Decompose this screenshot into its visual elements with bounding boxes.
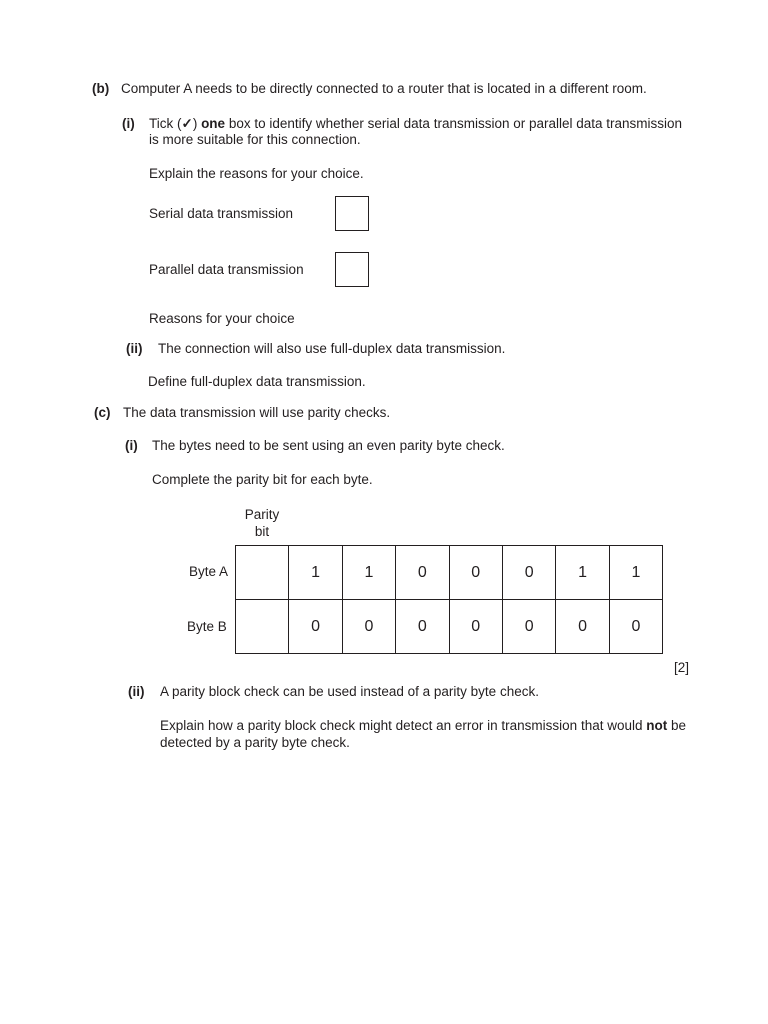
part-b-i-line1-pre: Tick ( [149, 116, 182, 131]
parity-table [235, 545, 663, 654]
tick-mark-icon: ✓ [181, 116, 193, 131]
byte-a-bit: 1 [556, 546, 609, 600]
part-c-ii-explain-pre: Explain how a parity block check might detect an error in transmission that would [160, 718, 647, 733]
part-b-i-line2: is more suitable for this connection. [149, 132, 361, 147]
byte-a-bit: 1 [609, 546, 662, 600]
serial-option-label: Serial data transmission [149, 206, 294, 221]
serial-tick-box[interactable] [335, 196, 369, 231]
part-b-ii-text: The connection will also use full-duplex data transmission. [158, 341, 506, 356]
byte-b-bit: 0 [609, 600, 662, 654]
part-c-ii-explain [160, 718, 686, 733]
part-b-i-label: (i) [122, 116, 135, 131]
part-c-ii-explain-bold: not [646, 718, 668, 733]
byte-b-bit: 0 [449, 600, 502, 654]
parallel-tick-box[interactable] [335, 252, 369, 287]
byte-b-bit: 0 [342, 600, 395, 654]
part-b-ii-define: Define full-duplex data transmission. [148, 374, 366, 389]
byte-b-bit: 0 [396, 600, 449, 654]
byte-a-label: Byte A [189, 564, 229, 579]
part-c-text: The data transmission will use parity checks. [123, 405, 391, 420]
byte-b-bit: 0 [289, 600, 342, 654]
part-c-ii-explain-line2: detected by a parity byte check. [160, 735, 350, 750]
parity-header-line1: Parity [244, 507, 280, 522]
byte-b-bit: 0 [502, 600, 555, 654]
byte-b-label: Byte B [187, 619, 227, 634]
byte-a-bit: 0 [396, 546, 449, 600]
part-b-i-line1-post: box to identify whether serial data transmission or parallel data transmission [225, 116, 683, 131]
byte-a-parity-cell[interactable] [236, 546, 289, 600]
byte-a-bit: 1 [289, 546, 342, 600]
marks-label: [2] [674, 660, 690, 675]
reasons-label: Reasons for your choice [149, 311, 295, 326]
part-c-label: (c) [94, 405, 111, 420]
part-c-i-instruction: Complete the parity bit for each byte. [152, 472, 373, 487]
part-c-ii-explain-post: be [667, 718, 687, 733]
part-c-ii-text: A parity block check can be used instead of a parity byte check. [160, 684, 539, 699]
part-b-i-line1 [149, 116, 682, 132]
parallel-option-label: Parallel data transmission [149, 262, 304, 277]
byte-a-bit: 0 [502, 546, 555, 600]
table-row-byte-a [236, 546, 663, 600]
part-b-ii-label: (ii) [126, 341, 143, 356]
part-b-i-line1-bold: one [201, 116, 226, 131]
parity-header-line2: bit [254, 524, 270, 539]
table-row-byte-b [236, 600, 663, 654]
byte-a-bit: 0 [449, 546, 502, 600]
part-b-text: Computer A needs to be directly connected to a router that is located in a different room. [121, 81, 647, 96]
byte-b-bit: 0 [556, 600, 609, 654]
part-c-i-label: (i) [125, 438, 138, 453]
part-b-i-line1-mid: ) [192, 116, 202, 131]
byte-a-bit: 1 [342, 546, 395, 600]
part-c-i-text: The bytes need to be sent using an even parity byte check. [152, 438, 505, 453]
part-b-i-explain: Explain the reasons for your choice. [149, 166, 364, 181]
part-b-label: (b) [92, 81, 110, 96]
part-c-ii-label: (ii) [128, 684, 145, 699]
parity-bit-header [240, 506, 284, 540]
byte-b-parity-cell[interactable] [236, 600, 289, 654]
